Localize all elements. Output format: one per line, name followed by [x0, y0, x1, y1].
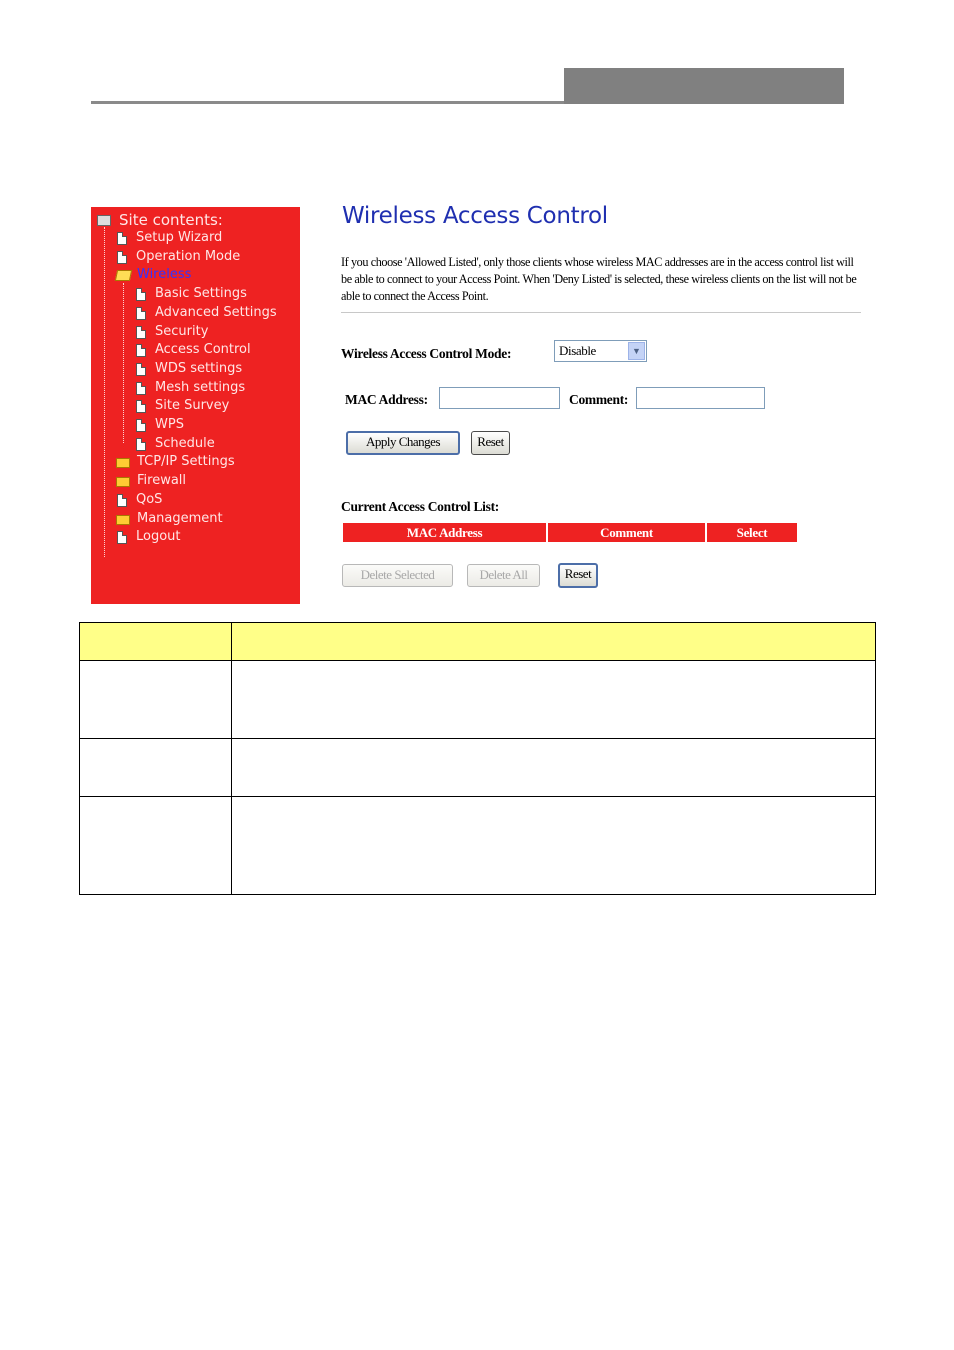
table-header-row	[80, 623, 876, 661]
document-icon	[136, 344, 146, 357]
folder-icon	[116, 458, 130, 468]
tree-connector	[104, 227, 105, 557]
mode-label: Wireless Access Control Mode:	[341, 346, 512, 361]
document-icon	[136, 400, 146, 413]
divider	[341, 312, 861, 313]
tree-connector	[123, 283, 124, 443]
column-header-select: Select	[707, 523, 797, 542]
description-table	[79, 622, 876, 895]
mac-address-input[interactable]	[439, 387, 560, 409]
comment-label: Comment:	[569, 392, 629, 407]
document-icon	[117, 531, 127, 544]
chevron-down-icon[interactable]: ▼	[628, 342, 645, 360]
document-icon	[136, 326, 146, 339]
sidebar-item-mesh-settings[interactable]: Mesh settings	[136, 380, 245, 396]
sidebar-item-logout[interactable]: Logout	[117, 529, 181, 545]
sidebar-item-advanced-settings[interactable]: Advanced Settings	[136, 305, 277, 321]
sidebar-item-basic-settings[interactable]: Basic Settings	[136, 286, 247, 302]
table-header-cell	[232, 623, 876, 661]
apply-changes-button[interactable]: Apply Changes	[346, 431, 460, 455]
sidebar-item-access-control[interactable]: Access Control	[136, 342, 251, 358]
document-icon	[136, 288, 146, 301]
sidebar-item-schedule[interactable]: Schedule	[136, 436, 215, 452]
table-cell	[80, 797, 232, 895]
sidebar-item-qos[interactable]: QoS	[117, 492, 162, 508]
table-cell	[80, 739, 232, 797]
sidebar-item-management[interactable]: Management	[116, 511, 223, 527]
sidebar	[91, 207, 300, 604]
delete-all-button[interactable]: Delete All	[467, 564, 540, 587]
access-list-title: Current Access Control List:	[341, 499, 499, 514]
table-cell	[80, 661, 232, 739]
mac-address-label: MAC Address:	[345, 392, 428, 407]
document-icon	[117, 251, 127, 264]
document-icon	[117, 232, 127, 245]
column-header-comment: Comment	[548, 523, 705, 542]
document-icon	[117, 494, 127, 507]
access-control-mode-select[interactable]	[554, 340, 647, 362]
page-title: Wireless Access Control	[342, 203, 608, 229]
comment-input[interactable]	[636, 387, 765, 409]
sidebar-item-wps[interactable]: WPS	[136, 417, 184, 433]
document-icon	[136, 419, 146, 432]
sidebar-item-wireless[interactable]: Wireless	[116, 267, 191, 283]
header-tab-block	[564, 68, 844, 104]
sidebar-item-firewall[interactable]: Firewall	[116, 473, 186, 489]
table-cell	[232, 797, 876, 895]
sidebar-item-tcpip-settings[interactable]: TCP/IP Settings	[116, 454, 235, 470]
site-tree-icon	[97, 215, 111, 226]
list-reset-button[interactable]: Reset	[558, 563, 598, 588]
document-icon	[136, 363, 146, 376]
sidebar-item-setup-wizard[interactable]: Setup Wizard	[117, 230, 222, 246]
folder-icon	[116, 515, 130, 525]
page-description: If you choose 'Allowed Listed', only those clients whose wireless MAC addresses are in the access control list will be able to connect to your Access Point. When 'Deny Listed' is selected, these wireless clients on the list will not be able to connect the Access Point.	[341, 255, 857, 303]
document-icon	[136, 438, 146, 451]
table-row	[80, 797, 876, 895]
table-header-cell	[80, 623, 232, 661]
mode-selected-value: Disable	[559, 343, 596, 358]
document-icon	[136, 382, 146, 395]
reset-button[interactable]: Reset	[471, 431, 510, 455]
sidebar-item-wds-settings[interactable]: WDS settings	[136, 361, 242, 377]
folder-icon	[116, 477, 130, 487]
sidebar-item-security[interactable]: Security	[136, 324, 208, 340]
sidebar-item-site-survey[interactable]: Site Survey	[136, 398, 229, 414]
delete-selected-button[interactable]: Delete Selected	[342, 564, 453, 587]
table-cell	[232, 661, 876, 739]
sidebar-item-operation-mode[interactable]: Operation Mode	[117, 249, 240, 265]
table-row	[80, 661, 876, 739]
sidebar-title	[97, 211, 223, 229]
table-row	[80, 739, 876, 797]
document-icon	[136, 307, 146, 320]
table-cell	[232, 739, 876, 797]
folder-open-icon	[115, 270, 132, 281]
column-header-mac-address: MAC Address	[343, 523, 546, 542]
sidebar-title-label: Site contents:	[119, 211, 223, 229]
